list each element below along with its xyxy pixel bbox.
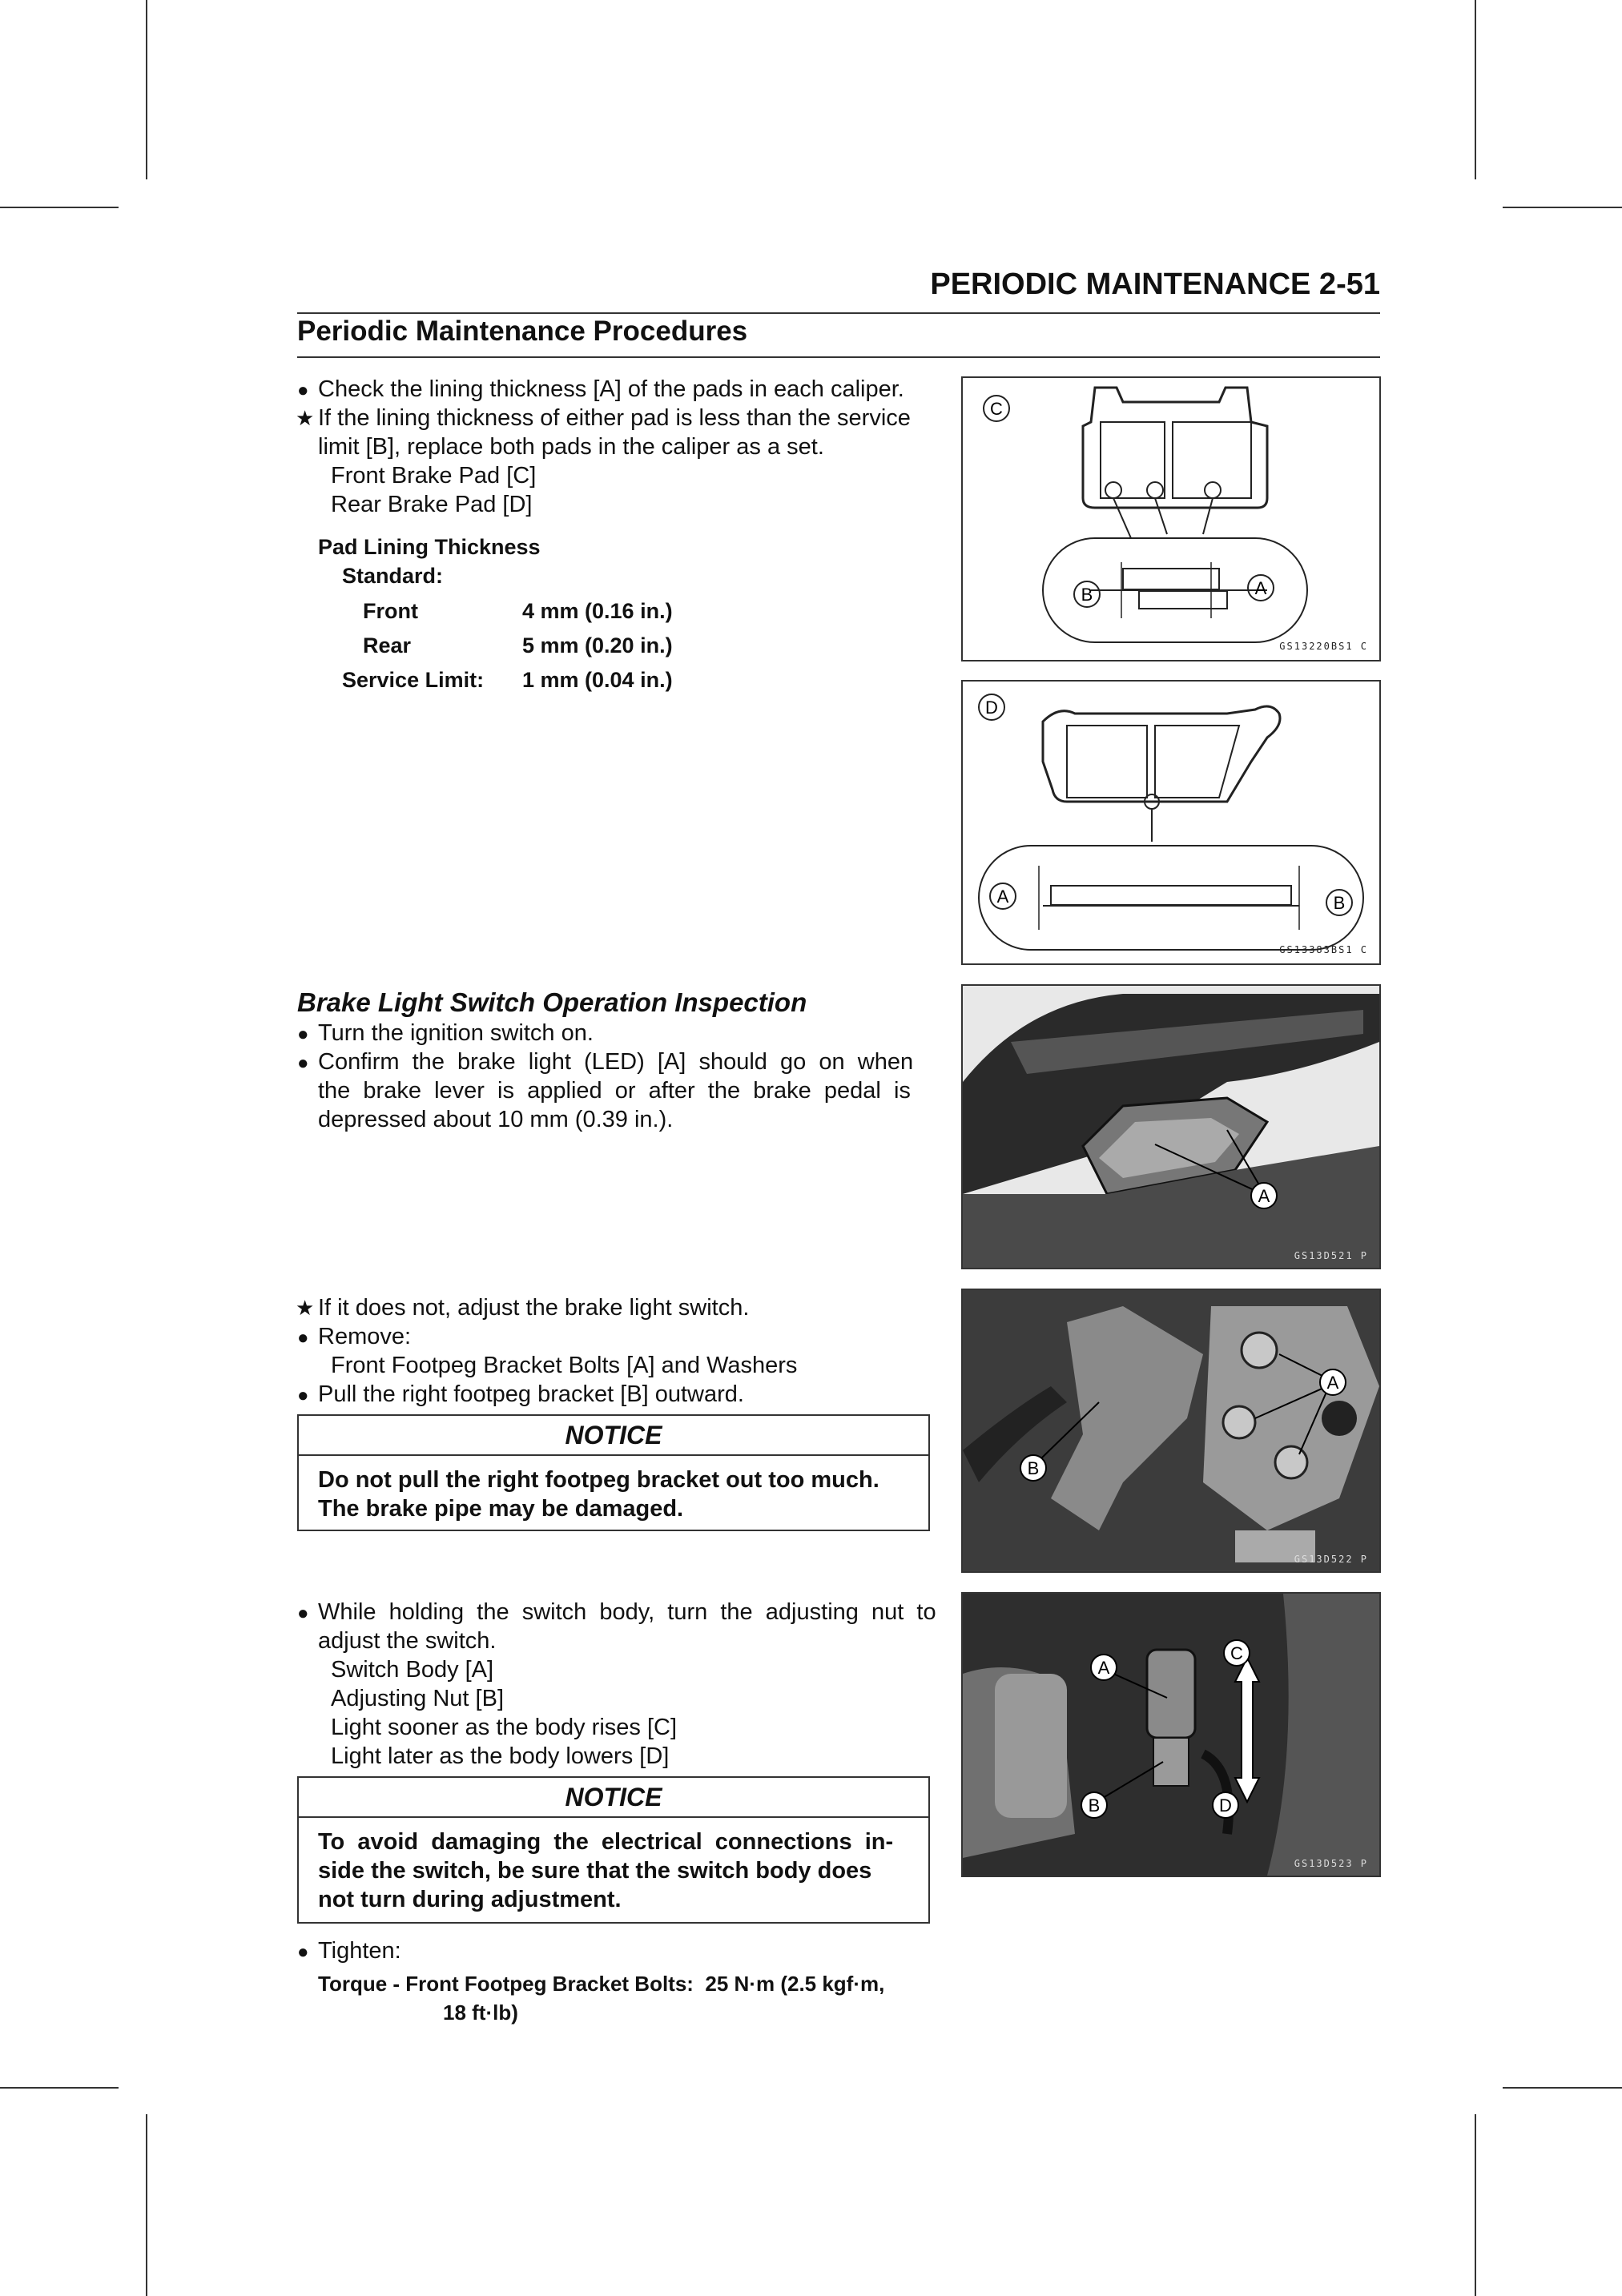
callout-label: B	[1081, 585, 1093, 605]
bullet-dot: ●	[297, 1327, 309, 1349]
bullet-dot: ●	[297, 1602, 309, 1624]
bullet-dot: ●	[297, 380, 309, 401]
figure-code: GS13220BS1 C	[1279, 641, 1368, 652]
notice-title: NOTICE	[299, 1416, 928, 1456]
page-title: Periodic Maintenance Procedures	[297, 316, 748, 347]
body-line: Turn the ignition switch on.	[318, 1020, 594, 1046]
callout-label: A	[1097, 1658, 1110, 1678]
notice-line: The brake pipe may be damaged.	[318, 1496, 684, 1522]
body-line: the brake lever is applied or after the brake pedal is	[318, 1078, 911, 1104]
crop-mark	[1475, 0, 1476, 179]
body-line: Check the lining thickness [A] of the pads in each caliper.	[318, 376, 904, 402]
bullet-dot: ●	[297, 1941, 309, 1963]
spec-rear-value: 5 mm (0.20 in.)	[522, 633, 673, 657]
notice-line: Do not pull the right footpeg bracket out too much.	[318, 1467, 879, 1493]
body-line: Confirm the brake light (LED) [A] should go on when	[318, 1049, 914, 1075]
body-line: While holding the switch body, turn the adjusting nut to	[318, 1599, 936, 1625]
callout-label: D	[985, 698, 998, 718]
bullet-dot: ●	[297, 1023, 309, 1045]
body-line: Switch Body [A]	[331, 1657, 494, 1683]
tail-light-photo	[961, 984, 1381, 1269]
figure-code: GS13D523 P	[1294, 1858, 1368, 1869]
callout-label: B	[1088, 1795, 1101, 1815]
crop-mark	[1503, 207, 1622, 208]
notice-line: side the switch, be sure that the switch body does	[318, 1858, 872, 1884]
front-pad-diagram	[963, 378, 1379, 660]
section-header: PERIODIC MAINTENANCE 2-51	[930, 267, 1380, 301]
crop-mark	[0, 2087, 119, 2089]
torque-spec: Torque - Front Footpeg Bracket Bolts: 25 N·m (2.5 kgf·m,	[318, 1972, 885, 1996]
body-line: Front Brake Pad [C]	[331, 463, 537, 489]
callout-label: C	[990, 399, 1003, 419]
notice-box	[297, 1414, 930, 1531]
crop-mark	[0, 207, 119, 208]
title-rule	[297, 356, 1380, 358]
body-line: Tighten:	[318, 1938, 401, 1964]
crop-mark	[1503, 2087, 1622, 2089]
notice-line: not turn during adjustment.	[318, 1887, 622, 1912]
tail-light-illustration	[963, 986, 1379, 1268]
callout-label: D	[1219, 1795, 1232, 1815]
front-brake-pad-figure	[961, 376, 1381, 661]
switch-illustration	[963, 1594, 1379, 1876]
callout-label: B	[1333, 893, 1346, 913]
footpeg-bracket-photo	[961, 1289, 1381, 1573]
body-line: limit [B], replace both pads in the caliper as a set.	[318, 434, 824, 460]
figure-code: GS13D522 P	[1294, 1554, 1368, 1565]
crop-mark	[1475, 2114, 1476, 2296]
notice-title: NOTICE	[299, 1778, 928, 1818]
callout-label: A	[1326, 1373, 1339, 1393]
footpeg-illustration	[963, 1290, 1379, 1571]
spec-standard: Standard:	[342, 564, 444, 588]
callout-label: A	[996, 887, 1009, 907]
spec-limit-value: 1 mm (0.04 in.)	[522, 668, 673, 692]
figure-code: GS13D521 P	[1294, 1250, 1368, 1261]
torque-spec: 18 ft·lb)	[443, 2000, 518, 2025]
callout-label: B	[1027, 1458, 1040, 1478]
notice-body	[299, 1818, 928, 1924]
bullet-dot: ●	[297, 1052, 309, 1074]
figure-code: GS13383BS1 C	[1279, 944, 1368, 955]
body-line: Adjusting Nut [B]	[331, 1686, 504, 1711]
body-line: Rear Brake Pad [D]	[331, 492, 533, 517]
notice-body	[299, 1456, 928, 1533]
crop-mark	[146, 0, 147, 179]
star-mark: ★	[296, 1296, 315, 1320]
spec-front-value: 4 mm (0.16 in.)	[522, 599, 673, 623]
callout-label: C	[1230, 1643, 1243, 1663]
header-rule	[297, 312, 1380, 314]
body-line: If it does not, adjust the brake light switch.	[318, 1295, 750, 1321]
spec-rear-label: Rear	[363, 633, 412, 657]
body-line: depressed about 10 mm (0.39 in.).	[318, 1107, 674, 1132]
notice-box	[297, 1776, 930, 1924]
spec-title: Pad Lining Thickness	[318, 535, 541, 559]
star-mark: ★	[296, 406, 315, 430]
section-heading: Brake Light Switch Operation Inspection	[297, 987, 807, 1017]
spec-limit-label: Service Limit:	[342, 668, 485, 692]
bullet-dot: ●	[297, 1385, 309, 1406]
notice-line: To avoid damaging the electrical connections in-	[318, 1829, 894, 1855]
crop-mark	[146, 2114, 147, 2296]
callout-label: A	[1258, 1186, 1270, 1206]
body-line: Light later as the body lowers [D]	[331, 1743, 670, 1769]
body-line: If the lining thickness of either pad is less than the service	[318, 405, 911, 431]
brake-light-switch-photo	[961, 1592, 1381, 1877]
rear-pad-diagram	[963, 682, 1379, 963]
body-line: adjust the switch.	[318, 1628, 497, 1654]
rear-brake-pad-figure	[961, 680, 1381, 965]
body-line: Pull the right footpeg bracket [B] outward.	[318, 1381, 744, 1407]
spec-front-label: Front	[363, 599, 418, 623]
body-line: Light sooner as the body rises [C]	[331, 1715, 678, 1740]
body-line: Remove:	[318, 1324, 412, 1349]
body-line: Front Footpeg Bracket Bolts [A] and Washers	[331, 1353, 798, 1378]
callout-label: A	[1254, 578, 1267, 598]
